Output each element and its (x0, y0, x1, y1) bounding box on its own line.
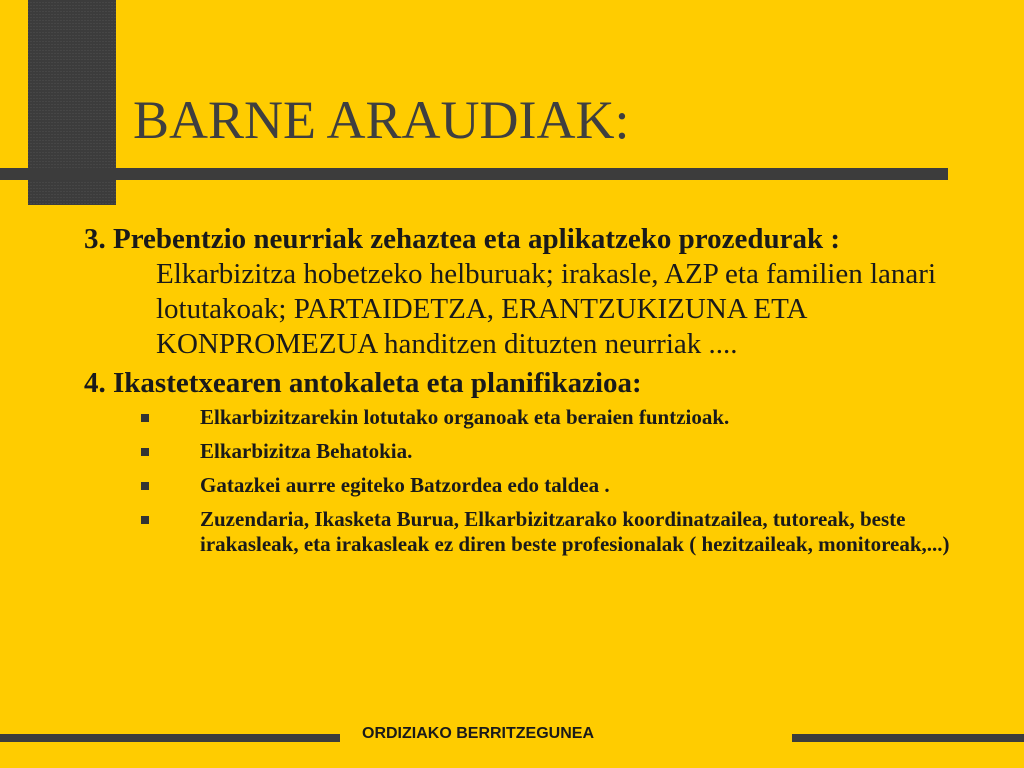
square-bullet-icon (141, 414, 149, 422)
bullet-text: Elkarbizitza Behatokia. (200, 439, 413, 463)
footer-rule-right (792, 734, 1024, 742)
point-3-text: Elkarbizitza hobetzeko helburuak; irakasle, AZP eta familien lanari lotutakoak; PARTAIDETZA, ERANTZUKIZUNA ETA KONPROMEZUA handitzen dituzten neurriak .... (156, 258, 936, 360)
footer-text: ORDIZIAKO BERRITZEGUNEA (362, 725, 594, 742)
bullet-item (84, 473, 964, 498)
bullet-item (84, 405, 964, 430)
slide-body (84, 222, 964, 566)
title-underline-rule (0, 168, 948, 180)
square-bullet-icon (141, 482, 149, 490)
bullet-text: Gatazkei aurre egiteko Batzordea edo taldea . (200, 473, 610, 497)
point-3-lead: 3. Prebentzio neurriak zehaztea eta aplikatzeko prozedurak : (84, 223, 841, 255)
bullet-text: Elkarbizitzarekin lotutako organoak eta beraien funtzioak. (200, 405, 730, 429)
bullet-text: Zuzendaria, Ikasketa Burua, Elkarbizitzarako koordinatzailea, tutoreak, beste irakasleak, eta irakasleak ez diren beste profesionalak ( hezitzaileak, monitoreak,...) (200, 507, 950, 556)
slide-title: BARNE ARAUDIAK: (133, 90, 630, 150)
footer-rule-left (0, 734, 340, 742)
point-4 (84, 366, 964, 401)
point-4-lead: 4. Ikastetxearen antokaleta eta planifikazioa: (84, 367, 642, 399)
bullet-item (84, 507, 964, 557)
square-bullet-icon (141, 448, 149, 456)
point-3 (84, 222, 964, 362)
square-bullet-icon (141, 516, 149, 524)
bullet-item (84, 439, 964, 464)
point-4-bullet-list (84, 405, 964, 557)
